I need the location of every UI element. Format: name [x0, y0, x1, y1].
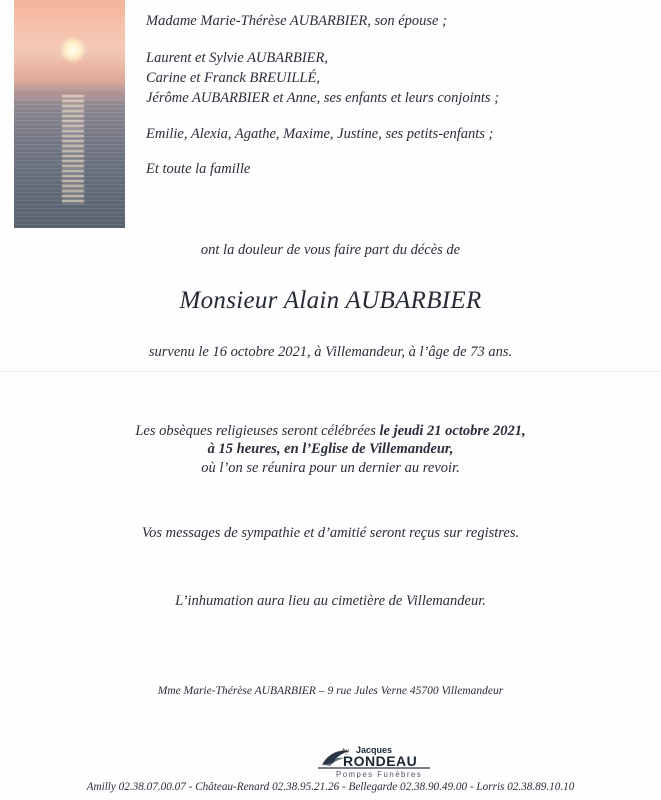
sun-reflection — [62, 95, 84, 205]
deceased-name: Monsieur Alain AUBARBIER — [179, 287, 482, 314]
death-info: survenu le 16 octobre 2021, à Villemandeur, à l’âge de 73 ans. — [148, 344, 513, 360]
logo-jacques: Jacques — [356, 745, 393, 755]
family-spouse: Madame Marie-Thérèse AUBARBIER, son épouse ; — [146, 13, 447, 29]
announcement-text: ont la douleur de vous faire part du décès de — [200, 242, 461, 258]
sun-shape — [60, 37, 86, 63]
family-grandchildren: Emilie, Alexia, Agathe, Maxime, Justine, ses petits-enfants ; — [146, 126, 494, 142]
logo-subtitle: Pompes Funèbres — [336, 770, 423, 779]
ceremony-line-3: où l’on se réunira pour un dernier au revoir. — [201, 460, 460, 476]
family-children-3: Jérôme AUBARBIER et Anne, ses enfants et leurs conjoints ; — [146, 90, 500, 106]
ceremony-line-1-bold: le jeudi 21 octobre 2021, — [379, 423, 526, 439]
family-address: Mme Marie-Thérèse AUBARBIER – 9 rue Jules Verne 45700 Villemandeur — [157, 685, 504, 697]
messages-text: Vos messages de sympathie et d’amitié seront reçus sur registres. — [141, 525, 520, 541]
ceremony-line-2: à 15 heures, en l’Eglise de Villemandeur, — [207, 441, 454, 457]
ceremony-line-1-normal: Les obsèques religieuses seront célébrées — [135, 423, 380, 439]
family-others: Et toute la famille — [146, 161, 251, 177]
logo-by: by — [342, 746, 350, 755]
logo-rondeau: RONDEAU — [343, 753, 418, 769]
ceremony-line-1 — [0, 423, 661, 440]
fold-separator — [0, 371, 661, 372]
sunset-sea-photo — [14, 0, 125, 228]
burial-text: L’inhumation aura lieu au cimetière de Villemandeur. — [175, 593, 486, 609]
footer-phone-numbers: Amilly 02.38.07.00.07 - Château-Renard 02.38.95.21.26 - Bellegarde 02.38.90.49.00 - Lorris 02.38.89.10.10 — [86, 781, 575, 793]
family-children-2: Carine et Franck BREUILLÉ, — [146, 70, 320, 86]
family-children-1: Laurent et Sylvie AUBARBIER, — [146, 50, 329, 66]
